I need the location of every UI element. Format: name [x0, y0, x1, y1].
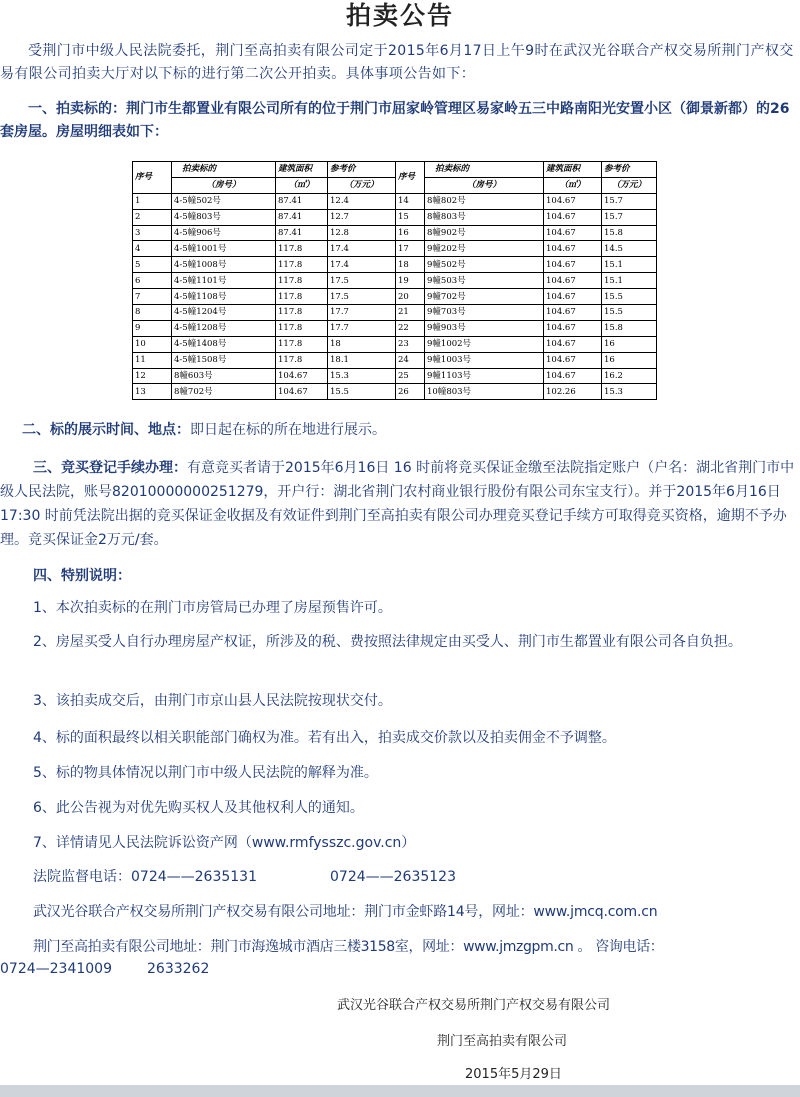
- table-cell: 104.67: [276, 384, 328, 400]
- intro-paragraph: 受荆门市中级人民法院委托，荆门至高拍卖有限公司定于2015年6月17日上午9时在武汉光谷联合产权交易所荆门产权交易有限公司拍卖大厅对以下标的进行第二次公开拍卖。具体事项公告如下：: [0, 43, 794, 82]
- table-cell: 15.8: [602, 320, 657, 336]
- table-cell: 9幢703号: [425, 305, 544, 321]
- table-cell: 17.5: [328, 289, 396, 305]
- table-cell: 15.7: [602, 193, 657, 209]
- header-price: 参考价: [602, 162, 657, 178]
- table-cell: 18: [328, 336, 396, 352]
- section1-paragraph: 一、拍卖标的：荆门市生都置业有限公司所有的位于荆门市屈家岭管理区易家岭五三中路南阳光安置小区（御景新都）的26套房屋。房屋明细表如下：: [0, 101, 790, 140]
- table-cell: 11: [133, 352, 172, 368]
- header-price: 参考价: [328, 162, 396, 178]
- court-phone-label: 法院监督电话：: [33, 869, 131, 885]
- table-cell: 104.67: [544, 209, 602, 225]
- table-cell: 4: [133, 241, 172, 257]
- table-cell: 15.1: [602, 273, 657, 289]
- table-row: [133, 384, 657, 400]
- table-cell: 23: [396, 336, 425, 352]
- table-header-subrow: [133, 177, 657, 193]
- header-item: 拍卖标的: [425, 162, 544, 178]
- table-cell: 104.67: [544, 193, 602, 209]
- table-cell: 117.8: [276, 320, 328, 336]
- table-cell: 4-5幢1001号: [172, 241, 276, 257]
- table-cell: 4-5幢1101号: [172, 273, 276, 289]
- table-cell: 18.1: [328, 352, 396, 368]
- table-cell: 104.67: [544, 289, 602, 305]
- table-cell: 117.8: [276, 273, 328, 289]
- table-cell: 10: [133, 336, 172, 352]
- table-cell: 15: [396, 209, 425, 225]
- table-cell: 4-5幢1008号: [172, 257, 276, 273]
- table-cell: 14: [396, 193, 425, 209]
- table-cell: 17: [396, 241, 425, 257]
- table-cell: 9幢1003号: [425, 352, 544, 368]
- section4-title: 四、特别说明：: [33, 568, 131, 584]
- court-phone-1: 0724——2635131: [131, 869, 257, 885]
- zhigao-address-line: 荆门至高拍卖有限公司地址：荆门市海逸城市酒店三楼3158室，网址：www.jmzgpm.cn 。 咨询电话：: [33, 939, 664, 955]
- bottom-edge: [0, 1085, 800, 1097]
- note-7: 7、详情请见人民法院诉讼资产网（www.rmfysszc.gov.cn）: [33, 835, 416, 851]
- table-cell: 15.7: [602, 209, 657, 225]
- table-cell: 4-5幢1408号: [172, 336, 276, 352]
- section3-title: 三、竞买登记手续办理：: [33, 460, 187, 476]
- table-cell: 12.8: [328, 225, 396, 241]
- header-area: 建筑面积: [544, 162, 602, 178]
- zhigao-phone-1: 0724—2341009: [0, 961, 112, 977]
- table-cell: 87.41: [276, 209, 328, 225]
- table-row: [133, 193, 657, 209]
- table-cell: 9幢702号: [425, 289, 544, 305]
- note-4: 4、标的面积最终以相关职能部门确权为准。若有出入，拍卖成交价款以及拍卖佣金不予调整。: [33, 730, 616, 746]
- table-cell: 15.3: [602, 384, 657, 400]
- table-cell: 104.67: [544, 368, 602, 384]
- table-cell: 117.8: [276, 336, 328, 352]
- table-cell: 4-5幢803号: [172, 209, 276, 225]
- table-cell: 4-5幢1508号: [172, 352, 276, 368]
- table-cell: 87.41: [276, 225, 328, 241]
- table-cell: 15.5: [602, 305, 657, 321]
- table-cell: 7: [133, 289, 172, 305]
- table-cell: 87.41: [276, 193, 328, 209]
- section2-text: 即日起在标的所在地进行展示。: [190, 422, 386, 438]
- table-row: [133, 241, 657, 257]
- table-cell: 10幢803号: [425, 384, 544, 400]
- header-area-sub: （㎡）: [276, 177, 328, 193]
- header-no: 序号: [133, 162, 172, 194]
- table-body: [133, 193, 657, 400]
- table-cell: 104.67: [276, 368, 328, 384]
- signature-date: 2015年5月29日: [465, 1067, 562, 1082]
- table-cell: 117.8: [276, 241, 328, 257]
- table-row: [133, 352, 657, 368]
- table-cell: 12.7: [328, 209, 396, 225]
- table-cell: 104.67: [544, 305, 602, 321]
- table-cell: 6: [133, 273, 172, 289]
- table-cell: 8幢603号: [172, 368, 276, 384]
- page-title: 拍卖公告: [345, 1, 454, 30]
- table-cell: 18: [396, 257, 425, 273]
- signature-org1: 武汉光谷联合产权交易所荆门产权交易有限公司: [337, 998, 611, 1013]
- table-cell: 20: [396, 289, 425, 305]
- table-cell: 2: [133, 209, 172, 225]
- section2-title: 二、标的展示时间、地点：: [22, 422, 190, 438]
- table-cell: 17.5: [328, 273, 396, 289]
- section3-text: 有意竞买者请于2015年6月16日 16 时前将竞买保证金缴至法院指定账户（户名：湖北省荆门市中级人民法院，账号82010000000251279，开户行：湖北省荆门农村商业银行股份有限公司东宝支行）。并于2015年6月16日17:30 时前凭法院出据的竞买保证金收据及有效证件到荆门至高拍卖有限公司办理竞买登记手续方可取得竞买资格，逾期不予办理。竞买保证金2万元/套。: [0, 460, 795, 548]
- table-row: [133, 289, 657, 305]
- table-cell: 9幢503号: [425, 273, 544, 289]
- note-2: 2、房屋买受人自行办理房屋产权证，所涉及的税、费按照法律规定由买受人、荆门市生都置业有限公司各自负担。: [33, 634, 742, 650]
- table-cell: 104.67: [544, 320, 602, 336]
- section2-paragraph: [22, 419, 792, 442]
- zhigao-phone-2: 2633262: [147, 961, 210, 977]
- header-area-sub: （㎡）: [544, 177, 602, 193]
- section3-paragraph: [0, 456, 800, 552]
- court-phone-line: [33, 866, 257, 889]
- table-cell: 117.8: [276, 289, 328, 305]
- table-row: [133, 368, 657, 384]
- table-cell: 26: [396, 384, 425, 400]
- header-price-sub: （万元）: [602, 177, 657, 193]
- table-cell: 17.4: [328, 241, 396, 257]
- table-cell: 15.8: [602, 225, 657, 241]
- table-cell: 8幢802号: [425, 193, 544, 209]
- table-cell: 104.67: [544, 257, 602, 273]
- table-row: [133, 336, 657, 352]
- table-row: [133, 320, 657, 336]
- table-row: [133, 305, 657, 321]
- note-3: 3、该拍卖成交后，由荆门市京山县人民法院按现状交付。: [33, 693, 392, 709]
- table-cell: 19: [396, 273, 425, 289]
- table-cell: 15.3: [328, 368, 396, 384]
- header-area: 建筑面积: [276, 162, 328, 178]
- note-5: 5、标的物具体情况以荆门市中级人民法院的解释为准。: [33, 765, 378, 781]
- table-cell: 1: [133, 193, 172, 209]
- table-header-row: [133, 162, 657, 178]
- table-cell: 9幢502号: [425, 257, 544, 273]
- table-cell: 16: [602, 336, 657, 352]
- table-row: [133, 257, 657, 273]
- table-cell: 9幢1002号: [425, 336, 544, 352]
- table-cell: 15.5: [328, 384, 396, 400]
- table-cell: 5: [133, 257, 172, 273]
- table-cell: 4-5幢502号: [172, 193, 276, 209]
- header-item: 拍卖标的: [172, 162, 276, 178]
- table-cell: 16.2: [602, 368, 657, 384]
- table-cell: 17.7: [328, 305, 396, 321]
- table-cell: 117.8: [276, 352, 328, 368]
- table-cell: 4-5幢1204号: [172, 305, 276, 321]
- table-cell: 8幢803号: [425, 209, 544, 225]
- table-cell: 4-5幢1208号: [172, 320, 276, 336]
- table-cell: 104.67: [544, 225, 602, 241]
- header-price-sub: （万元）: [328, 177, 396, 193]
- header-item-sub: （房号）: [425, 177, 544, 193]
- table-cell: 17.7: [328, 320, 396, 336]
- note-1: 1、本次拍卖标的在荆门市房管局已办理了房屋预售许可。: [33, 600, 392, 616]
- table-cell: 12: [133, 368, 172, 384]
- table-cell: 8幢702号: [172, 384, 276, 400]
- table-cell: 117.8: [276, 305, 328, 321]
- table-row: [133, 209, 657, 225]
- table-row: [133, 225, 657, 241]
- table-cell: 104.67: [544, 336, 602, 352]
- court-phone-2: 0724——2635123: [330, 869, 456, 885]
- table-row: [133, 273, 657, 289]
- header-no: 序号: [396, 162, 425, 194]
- table-cell: 16: [396, 225, 425, 241]
- table-cell: 25: [396, 368, 425, 384]
- table-cell: 4-5幢906号: [172, 225, 276, 241]
- table-cell: 4-5幢1108号: [172, 289, 276, 305]
- table-cell: 12.4: [328, 193, 396, 209]
- table-cell: 15.5: [602, 289, 657, 305]
- table-cell: 17.4: [328, 257, 396, 273]
- table-cell: 102.26: [544, 384, 602, 400]
- note-6: 6、此公告视为对优先购买权人及其他权利人的通知。: [33, 800, 364, 816]
- table-cell: 8: [133, 305, 172, 321]
- table-cell: 22: [396, 320, 425, 336]
- wuhan-address-line: 武汉光谷联合产权交易所荆门产权交易有限公司地址：荆门市金虾路14号，网址：www.jmcq.com.cn: [33, 904, 658, 920]
- table-cell: 14.5: [602, 241, 657, 257]
- table-cell: 3: [133, 225, 172, 241]
- table-cell: 104.67: [544, 241, 602, 257]
- table-cell: 104.67: [544, 352, 602, 368]
- table-cell: 9幢903号: [425, 320, 544, 336]
- signature-org2: 荆门至高拍卖有限公司: [437, 1034, 568, 1049]
- table-cell: 117.8: [276, 257, 328, 273]
- table-cell: 16: [602, 352, 657, 368]
- table-cell: 9幢1103号: [425, 368, 544, 384]
- property-table: [132, 161, 657, 400]
- table-cell: 8幢902号: [425, 225, 544, 241]
- table-cell: 9幢202号: [425, 241, 544, 257]
- header-item-sub: （房号）: [172, 177, 276, 193]
- table-cell: 15.1: [602, 257, 657, 273]
- table-cell: 9: [133, 320, 172, 336]
- table-cell: 21: [396, 305, 425, 321]
- table-cell: 13: [133, 384, 172, 400]
- table-cell: 24: [396, 352, 425, 368]
- table-cell: 104.67: [544, 273, 602, 289]
